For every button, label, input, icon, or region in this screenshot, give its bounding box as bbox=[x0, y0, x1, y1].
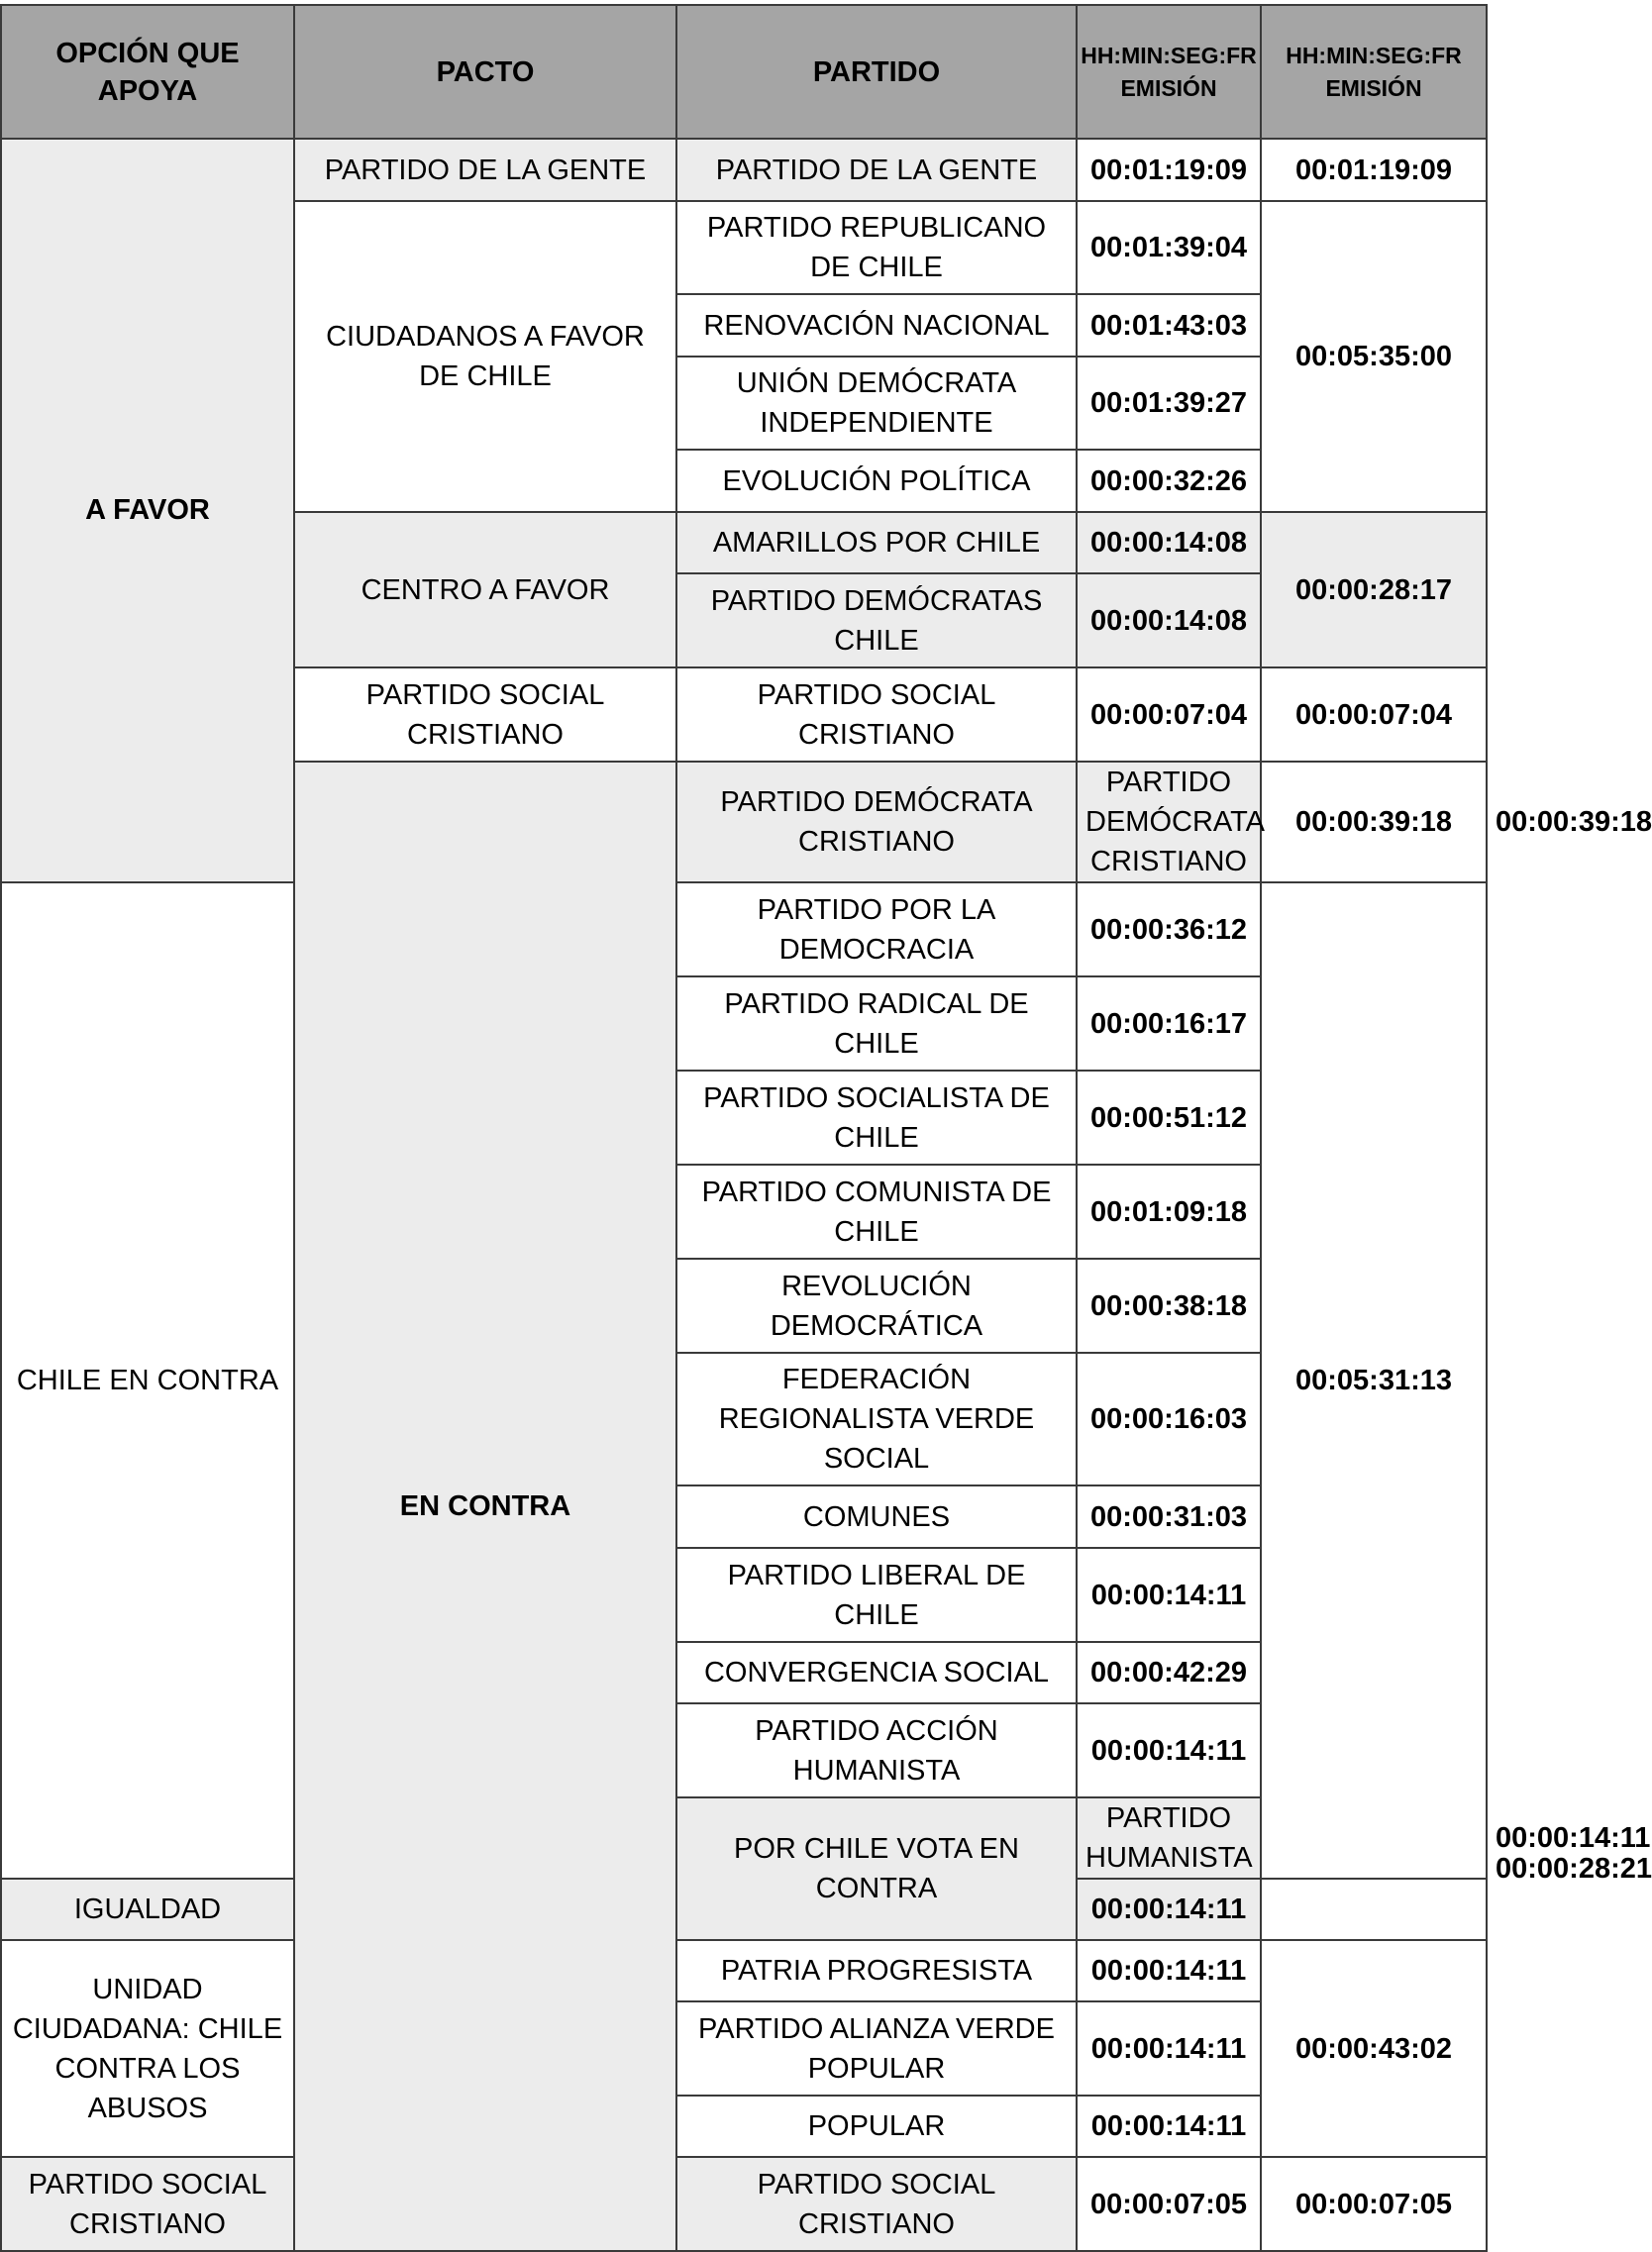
partido-cell: PARTIDO SOCIALISTA DE CHILE bbox=[676, 1071, 1077, 1165]
pacto-cell: CENTRO A FAVOR bbox=[294, 512, 676, 667]
pacto-cell: POR CHILE VOTA EN CONTRA bbox=[676, 1797, 1077, 1940]
header-time-pacto: HH:MIN:SEG:FR EMISIÓN bbox=[1261, 5, 1487, 139]
partido-time: 00:00:38:18 bbox=[1077, 1259, 1261, 1353]
pacto-cell: UNIDAD CIUDADANA: CHILE CONTRA LOS ABUSOS bbox=[1, 1940, 294, 2157]
partido-time: 00:01:43:03 bbox=[1077, 294, 1261, 357]
partido-time: 00:00:07:04 bbox=[1077, 667, 1261, 762]
header-pacto: PACTO bbox=[294, 5, 676, 139]
partido-time: 00:00:14:08 bbox=[1077, 512, 1261, 573]
table-row bbox=[1, 1940, 1487, 2001]
partido-cell: PARTIDO ALIANZA VERDE POPULAR bbox=[676, 2001, 1077, 2096]
partido-time: 00:00:51:12 bbox=[1077, 1071, 1261, 1165]
table-row bbox=[1, 882, 1487, 976]
partido-time: 00:01:39:04 bbox=[1077, 201, 1261, 294]
partido-cell: IGUALDAD bbox=[1, 1879, 294, 1940]
partido-time: 00:01:09:18 bbox=[1077, 1165, 1261, 1259]
partido-cell: PARTIDO REPUBLICANO DE CHILE bbox=[676, 201, 1077, 294]
pacto-total: 00:00:07:05 bbox=[1261, 2157, 1487, 2251]
partido-cell: COMUNES bbox=[676, 1485, 1077, 1548]
pacto-total: 00:00:43:02 bbox=[1261, 1940, 1487, 2157]
header-row bbox=[1, 5, 1487, 139]
partido-cell: PARTIDO LIBERAL DE CHILE bbox=[676, 1548, 1077, 1642]
partido-cell: PARTIDO HUMANISTA bbox=[1077, 1797, 1261, 1879]
partido-time: 00:00:16:17 bbox=[1077, 976, 1261, 1071]
header-time-partido: HH:MIN:SEG:FR EMISIÓN bbox=[1077, 5, 1261, 139]
partido-cell: PATRIA PROGRESISTA bbox=[676, 1940, 1077, 2001]
partido-time: 00:01:39:27 bbox=[1077, 357, 1261, 450]
pacto-cell: CIUDADANOS A FAVOR DE CHILE bbox=[294, 201, 676, 512]
pacto-cell: PARTIDO DE LA GENTE bbox=[294, 139, 676, 201]
partido-cell: PARTIDO DEMÓCRATAS CHILE bbox=[676, 573, 1077, 667]
partido-time: 00:00:14:11 bbox=[1077, 1879, 1261, 1940]
table-row: EN CONTRA PARTIDO DEMÓCRATA CRISTIANO PARTIDO DEMÓCRATA CRISTIANO 00:00:39:18 00:00:39:18 bbox=[1, 762, 1487, 882]
partido-time: 00:00:16:03 bbox=[1077, 1353, 1261, 1485]
table-row: POR CHILE VOTA EN CONTRA PARTIDO HUMANISTA 00:00:14:11 00:00:28:21 bbox=[1, 1797, 1487, 1879]
partido-time: 00:00:14:11 bbox=[1077, 1548, 1261, 1642]
pacto-cell: CHILE EN CONTRA bbox=[1, 882, 294, 1879]
partido-cell: AMARILLOS POR CHILE bbox=[676, 512, 1077, 573]
partido-cell: RENOVACIÓN NACIONAL bbox=[676, 294, 1077, 357]
emision-table bbox=[0, 4, 1652, 2252]
partido-cell: PARTIDO RADICAL DE CHILE bbox=[676, 976, 1077, 1071]
option-a-favor: A FAVOR bbox=[1, 139, 294, 882]
partido-cell: FEDERACIÓN REGIONALISTA VERDE SOCIAL bbox=[676, 1353, 1077, 1485]
partido-time: 00:00:14:11 bbox=[1077, 1940, 1261, 2001]
partido-time: 00:00:42:29 bbox=[1077, 1642, 1261, 1703]
partido-time: 00:00:39:18 bbox=[1261, 762, 1487, 882]
partido-time: 00:01:19:09 bbox=[1077, 139, 1261, 201]
partido-cell: PARTIDO DE LA GENTE bbox=[676, 139, 1077, 201]
partido-cell: CONVERGENCIA SOCIAL bbox=[676, 1642, 1077, 1703]
table-row bbox=[1, 2157, 1487, 2251]
partido-time: 00:00:14:11 bbox=[1077, 2001, 1261, 2096]
partido-time: 00:00:14:08 bbox=[1077, 573, 1261, 667]
partido-cell: POPULAR bbox=[676, 2096, 1077, 2157]
partido-time: 00:00:07:05 bbox=[1077, 2157, 1261, 2251]
pacto-total: 00:05:35:00 bbox=[1261, 201, 1487, 512]
pacto-total: 00:00:28:17 bbox=[1261, 512, 1487, 667]
partido-time: 00:00:36:12 bbox=[1077, 882, 1261, 976]
partido-cell: UNIÓN DEMÓCRATA INDEPENDIENTE bbox=[676, 357, 1077, 450]
pacto-cell: PARTIDO DEMÓCRATA CRISTIANO bbox=[676, 762, 1077, 882]
header-opcion: OPCIÓN QUE APOYA bbox=[1, 5, 294, 139]
table-row bbox=[1, 139, 1487, 201]
partido-cell: PARTIDO POR LA DEMOCRACIA bbox=[676, 882, 1077, 976]
partido-cell: PARTIDO ACCIÓN HUMANISTA bbox=[676, 1703, 1077, 1797]
option-en-contra: EN CONTRA bbox=[294, 762, 676, 2251]
pacto-cell: PARTIDO SOCIAL CRISTIANO bbox=[294, 667, 676, 762]
pacto-total: 00:00:07:04 bbox=[1261, 667, 1487, 762]
header-partido: PARTIDO bbox=[676, 5, 1077, 139]
pacto-total: 00:05:31:13 bbox=[1261, 882, 1487, 1879]
partido-time: 00:00:14:11 bbox=[1077, 1703, 1261, 1797]
partido-cell: PARTIDO SOCIAL CRISTIANO bbox=[676, 667, 1077, 762]
partido-time: 00:00:14:11 bbox=[1077, 2096, 1261, 2157]
pacto-cell: PARTIDO SOCIAL CRISTIANO bbox=[1, 2157, 294, 2251]
partido-cell: PARTIDO COMUNISTA DE CHILE bbox=[676, 1165, 1077, 1259]
partido-cell: PARTIDO DEMÓCRATA CRISTIANO bbox=[1077, 762, 1261, 882]
partido-cell: PARTIDO SOCIAL CRISTIANO bbox=[676, 2157, 1077, 2251]
partido-time: 00:00:31:03 bbox=[1077, 1485, 1261, 1548]
partido-cell: EVOLUCIÓN POLÍTICA bbox=[676, 450, 1077, 512]
partido-time: 00:00:32:26 bbox=[1077, 450, 1261, 512]
pacto-total: 00:01:19:09 bbox=[1261, 139, 1487, 201]
partido-cell: REVOLUCIÓN DEMOCRÁTICA bbox=[676, 1259, 1077, 1353]
